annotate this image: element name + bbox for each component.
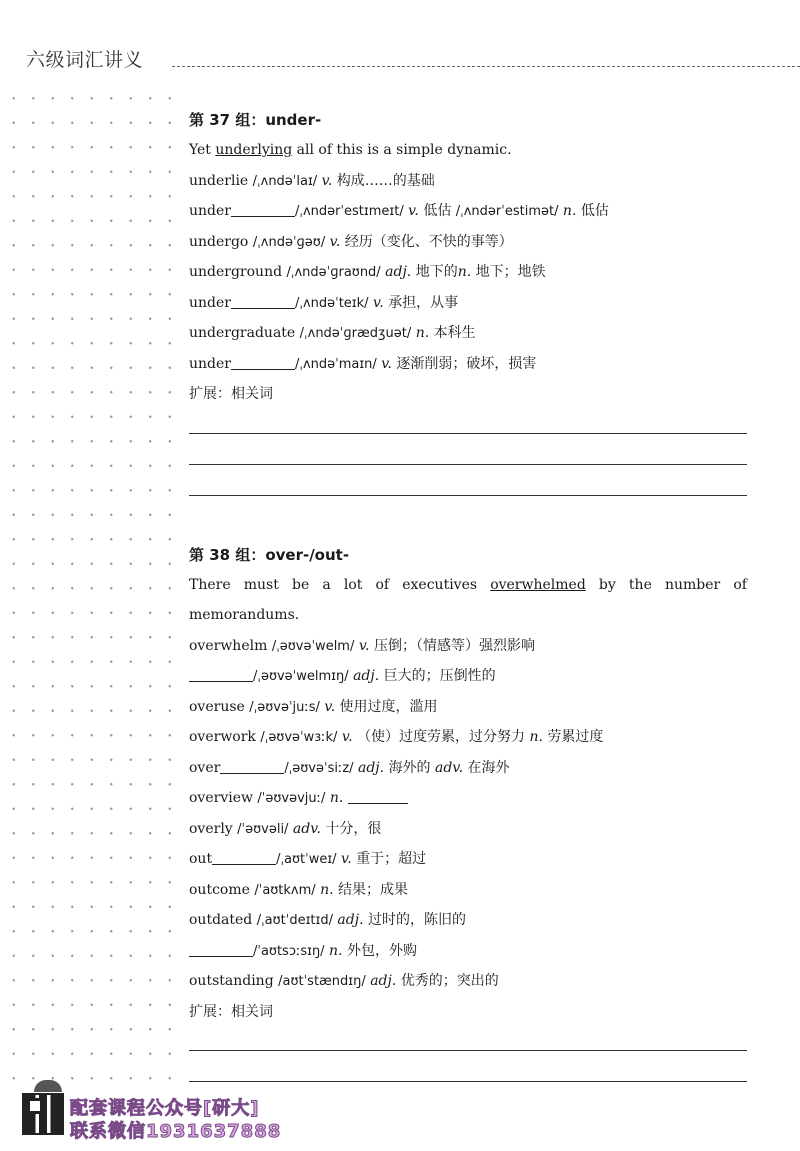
- entry-undergraduate: undergraduate /ˌʌndəˈɡrædʒuət/ n. 本科生: [189, 325, 476, 341]
- group-38-heading: 第 38 组：over-/out-: [189, 545, 350, 564]
- entry-underestimate: under /ˌʌndərˈestɪmeɪt/ v. 低估 /ˌʌndərˈestimət/ n. 低估: [189, 203, 609, 219]
- qr-code-icon: [22, 1093, 64, 1135]
- entry-overly: overly /ˈəʊvəli/ adv. 十分，很: [189, 820, 382, 837]
- entry-outweigh: out /ˌaʊtˈweɪ/ v. 重于；超过: [189, 851, 427, 867]
- entry-outcome: outcome /ˈaʊtkʌm/ n. 结果；成果: [189, 881, 409, 898]
- footer-promo-line-2: 联系微信1931637888: [70, 1121, 282, 1142]
- example-sentence-37: Yet underlying all of this is a simple dynamic.: [189, 142, 512, 158]
- writing-line[interactable]: [189, 1051, 747, 1082]
- entry-overwhelming: /ˌəʊvəˈwelmɪŋ/ adj. 巨大的；压倒性的: [189, 661, 747, 692]
- fill-blank[interactable]: [348, 789, 408, 804]
- fill-blank[interactable]: [220, 759, 284, 774]
- writing-line[interactable]: [189, 434, 747, 465]
- group-37-heading: 第 37 组：under-: [189, 111, 322, 129]
- fill-blank[interactable]: [231, 202, 295, 217]
- dot-grid-margin: [0, 80, 180, 1080]
- entry-overview: overview /ˈəʊvəvjuː/ n.: [189, 783, 747, 814]
- entry-overseas: over /ˌəʊvəˈsiːz/ adj. 海外的 adv. 在海外: [189, 759, 510, 776]
- highlighted-word: overwhelmed: [490, 576, 586, 593]
- entry-underlie: underlie /ˌʌndəˈlaɪ/ v. 构成……的基础: [189, 172, 435, 189]
- stamp-decoration: [34, 1080, 62, 1092]
- entry-undertake: under /ˌʌndəˈteɪk/ v. 承担，从事: [189, 294, 459, 311]
- fill-blank[interactable]: [231, 294, 295, 309]
- fill-blank[interactable]: [212, 850, 276, 865]
- expand-label-37: 扩展：相关词: [189, 386, 273, 402]
- page-header-title: 六级词汇讲义: [26, 49, 144, 71]
- example-sentence-38: There must be a lot of executives overwhelmed by the number of memorandums.: [189, 576, 747, 623]
- header-rule: [172, 66, 800, 67]
- entry-undergo: undergo /ˌʌndəˈɡəʊ/ v. 经历（变化、不快的事等）: [189, 233, 513, 250]
- entry-undermine: under /ˌʌndəˈmaɪn/ v. 逐渐削弱；破坏，损害: [189, 355, 537, 372]
- fill-blank[interactable]: [231, 355, 295, 370]
- footer-promo-line-1: 配套课程公众号[研大]: [70, 1098, 260, 1119]
- entry-outdated: outdated /ˌaʊtˈdeɪtɪd/ adj. 过时的，陈旧的: [189, 912, 466, 928]
- entry-overwork: overwork /ˌəʊvəˈwɜːk/ v. （使）过度劳累，过分努力 n. 劳累过度: [189, 729, 604, 745]
- entry-underground: underground /ˌʌndəˈɡraʊnd/ adj. 地下的n. 地下；地铁: [189, 264, 546, 280]
- entry-overwhelm: overwhelm /ˌəʊvəˈwelm/ v. 压倒；（情感等）强烈影响: [189, 637, 535, 654]
- entry-outsourcing: /ˈaʊtsɔːsɪŋ/ n. 外包，外购: [189, 936, 747, 967]
- expand-label-38: 扩展：相关词: [189, 1003, 273, 1020]
- fill-blank[interactable]: [189, 667, 253, 682]
- writing-line[interactable]: [189, 410, 747, 434]
- writing-line[interactable]: [189, 1027, 747, 1051]
- entry-outstanding: outstanding /aʊtˈstændɪŋ/ adj. 优秀的；突出的: [189, 973, 499, 989]
- writing-line[interactable]: [189, 465, 747, 496]
- highlighted-word: underlying: [215, 142, 293, 158]
- fill-blank[interactable]: [189, 942, 253, 957]
- main-content: [189, 105, 747, 1082]
- entry-overuse: overuse /ˌəʊvəˈjuːs/ v. 使用过度，滥用: [189, 698, 438, 715]
